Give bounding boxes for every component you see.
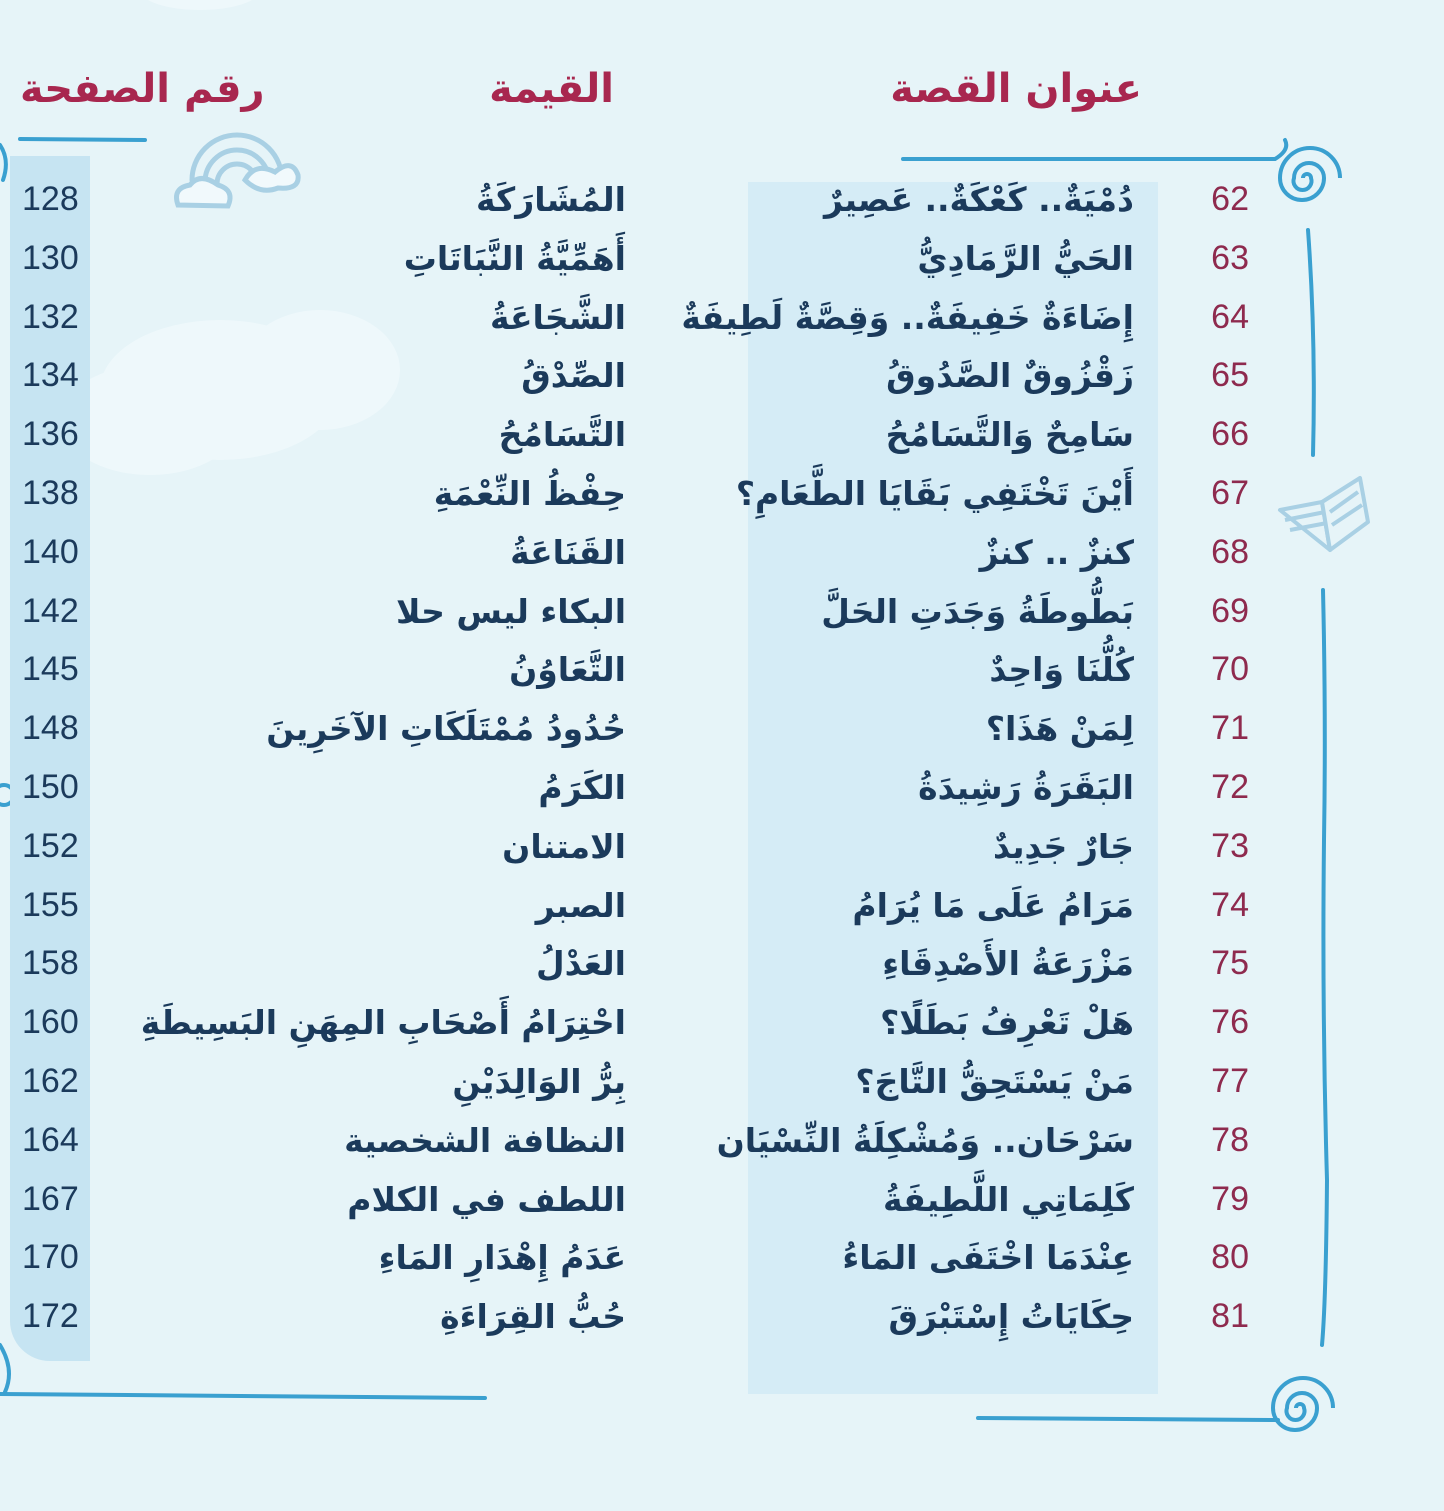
story-number: 80 [1211, 1238, 1249, 1277]
story-number: 63 [1211, 238, 1249, 277]
story-number: 69 [1211, 591, 1249, 630]
story-title: هَلْ تَعْرِفُ بَطَلًا؟ [880, 1003, 1134, 1043]
page-number: 172 [22, 1297, 79, 1336]
page-number: 150 [22, 768, 79, 806]
value-label: الصِّدْقُ [521, 356, 626, 396]
page-number: 132 [22, 297, 79, 336]
page-number: 140 [22, 532, 79, 571]
value-label: عَدَمُ إِهْدَارِ المَاءِ [378, 1238, 626, 1278]
story-title: إِضَاءَةٌ خَفِيفَةٌ.. وَقِصَّةٌ لَطِيفَةٌ [681, 297, 1134, 337]
story-number: 79 [1211, 1179, 1249, 1218]
page-number: 136 [22, 415, 79, 454]
page-number: 130 [22, 238, 79, 277]
rainbow-icon [177, 135, 299, 206]
value-label: العَدْلُ [535, 944, 626, 984]
story-number: 66 [1211, 415, 1249, 454]
story-title: زَقْزُوقٌ الصَّدُوقُ [886, 356, 1134, 396]
story-title: سَرْحَان.. وَمُشْكِلَةُ النِّسْيَان [716, 1120, 1134, 1160]
page-number: 142 [22, 591, 79, 630]
story-title-header: عنوان القصة [890, 66, 1142, 112]
value-label: الصبر [535, 885, 626, 925]
story-number: 65 [1211, 356, 1249, 395]
story-number: 74 [1211, 885, 1249, 924]
value-label: النظافة الشخصية [344, 1120, 626, 1160]
story-title: كُلُّنَا وَاحِدٌ [989, 650, 1134, 690]
spiral-icon [1280, 148, 1340, 200]
page-number: 145 [22, 650, 79, 689]
story-title: سَامِحٌ وَالتَّسَامُحُ [885, 415, 1134, 455]
page-number: 164 [22, 1120, 79, 1159]
value-label: الامتنان [502, 826, 626, 866]
story-number: 67 [1211, 474, 1249, 512]
story-number: 75 [1211, 944, 1249, 983]
spiral-icon [1273, 1378, 1333, 1430]
story-title: جَارٌ جَدِيدٌ [993, 826, 1134, 866]
value-label: اللطف في الكلام [347, 1179, 626, 1219]
story-title: الحَيُّ الرَّمَادِيُّ [917, 238, 1134, 278]
story-title: مَرَامُ عَلَى مَا يُرَامُ [852, 885, 1134, 925]
story-title: عِنْدَمَا اخْتَفَى المَاءُ [842, 1238, 1134, 1278]
page-number: 158 [22, 944, 79, 983]
story-number: 71 [1211, 709, 1249, 748]
page-number: 155 [22, 885, 79, 924]
value-label: المُشَارَكَةُ [476, 180, 626, 219]
story-title: البَقَرَةُ رَشِيدَةُ [918, 768, 1134, 807]
story-title: مَنْ يَسْتَحِقُّ التَّاجَ؟ [855, 1062, 1134, 1101]
value-label: التَّعَاوُنُ [509, 650, 626, 690]
story-number: 77 [1211, 1062, 1249, 1100]
story-number: 68 [1211, 532, 1249, 571]
value-header: القيمة [489, 66, 614, 112]
value-label: الشَّجَاعَةُ [489, 297, 626, 337]
page-number: 128 [22, 180, 79, 218]
value-label: بِرُّ الوَالِدَيْنِ [452, 1062, 626, 1101]
story-title: دُمْيَةٌ.. كَعْكَةٌ.. عَصِيرٌ [823, 180, 1134, 219]
story-title: بَطُّوطَةُ وَجَدَتِ الحَلَّ [821, 591, 1134, 631]
story-title: مَزْرَعَةُ الأَصْدِقَاءِ [882, 944, 1134, 984]
story-title: كَلِمَاتِي اللَّطِيفَةُ [883, 1179, 1134, 1219]
value-label: حُبُّ القِرَاءَةِ [440, 1297, 626, 1337]
story-title: حِكَايَاتُ إِسْتَبْرَقَ [888, 1297, 1134, 1337]
story-number: 76 [1211, 1003, 1249, 1042]
page-number: 167 [22, 1179, 79, 1218]
value-label: حِفْظُ النِّعْمَةِ [433, 474, 626, 513]
value-label: احْتِرَامُ أَصْحَابِ المِهَنِ البَسِيطَةِ [140, 1003, 626, 1043]
page-number: 160 [22, 1003, 79, 1042]
page-number: 170 [22, 1238, 79, 1277]
page-number: 134 [22, 356, 79, 395]
story-title: لِمَنْ هَذَا؟ [985, 709, 1134, 749]
story-number: 72 [1211, 768, 1249, 806]
story-title: كنزٌ .. كنزٌ [979, 532, 1134, 572]
story-number: 81 [1211, 1297, 1249, 1336]
value-label: البكاء ليس حلا [396, 591, 626, 631]
value-label: التَّسَامُحُ [498, 415, 626, 455]
page-number: 162 [22, 1062, 79, 1100]
story-title: أَيْنَ تَخْتَفِي بَقَايَا الطَّعَامِ؟ [735, 474, 1134, 513]
story-number: 73 [1211, 826, 1249, 865]
story-number: 70 [1211, 650, 1249, 689]
value-label: أَهَمِّيَّةُ النَّبَاتَاتِ [403, 238, 626, 278]
value-label: الكَرَمُ [538, 768, 626, 807]
story-number: 64 [1211, 297, 1249, 336]
story-number: 62 [1211, 180, 1249, 218]
page-number: 148 [22, 709, 79, 748]
story-number: 78 [1211, 1120, 1249, 1159]
page-number: 138 [22, 474, 79, 512]
page-number-header: رقم الصفحة [20, 66, 265, 112]
value-label: حُدُودُ مُمْتَلَكَاتِ الآخَرِينَ [266, 709, 626, 749]
value-label: القَنَاعَةُ [510, 532, 626, 572]
page-number: 152 [22, 826, 79, 865]
open-book-icon [1280, 478, 1368, 550]
